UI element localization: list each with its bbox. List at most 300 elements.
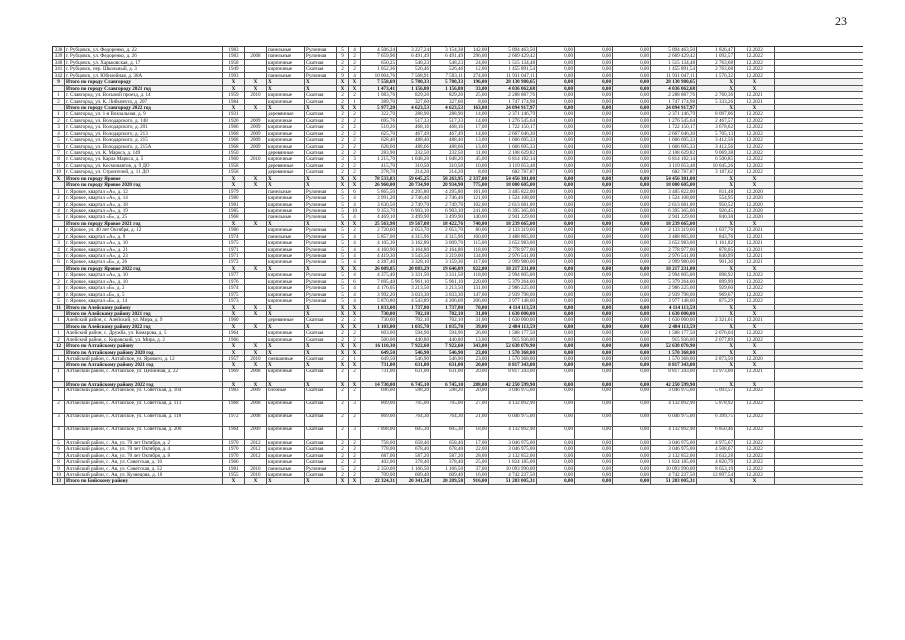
cell-en: 1: [349, 356, 361, 361]
cell-s1: 18 000 605,00: [489, 182, 537, 187]
cell-a2: 598,20: [397, 388, 431, 400]
cell-a2: 467,49: [397, 131, 431, 136]
cell-en: 2: [349, 53, 361, 58]
cell-s5: 3 119 053,48: [651, 163, 697, 168]
cell-fl: 5: [337, 253, 349, 258]
cell-d: X: [735, 311, 775, 316]
cell-y2: [245, 234, 267, 239]
cell-s3: 0,00: [575, 350, 613, 355]
cell-roof: Скатная: [305, 137, 337, 142]
cell-roof: X: [305, 382, 337, 387]
cell-d: 12.2022: [735, 427, 775, 439]
cell-a3: 702,10: [431, 311, 465, 316]
cell-fl: X: [337, 221, 349, 226]
cell-y1: 1972: [223, 259, 245, 264]
cell-en: 4: [349, 202, 361, 207]
cell-y1: 1958: [223, 163, 245, 168]
cell-y2: X: [245, 176, 267, 181]
cell-addr: г. Славгород, ул. К. Маркса, д. 149: [65, 150, 223, 155]
cell-s4: 0,00: [613, 446, 651, 451]
cell-s4: 0,00: [613, 214, 651, 219]
cell-a1: 628,60: [361, 144, 397, 149]
cell-s6: 840,38: [697, 214, 735, 219]
cell-s1: 51 283 005,31: [489, 478, 537, 483]
cell-en: 2: [349, 337, 361, 342]
cell-a1: 1 833,00: [361, 305, 397, 310]
cell-y2: [245, 292, 267, 297]
cell-y1: 1983: [223, 53, 245, 58]
cell-a2: 440,80: [397, 337, 431, 342]
cell-s3: 0,00: [575, 317, 613, 322]
cell-roof: X: [305, 221, 337, 226]
cell-y1: X: [223, 324, 245, 329]
cell-s4: 0,00: [613, 111, 651, 116]
cell-en: X: [349, 478, 361, 483]
cell-s3: 0,00: [575, 111, 613, 116]
cell-y2: 2010: [245, 356, 267, 361]
cell-s4: 0,00: [613, 221, 651, 226]
cell-p: 17,00: [465, 440, 489, 445]
cell-s2: 0,00: [537, 369, 575, 381]
cell-s5: 2 484 113,59: [651, 324, 697, 329]
cell-s2: 0,00: [537, 472, 575, 477]
cell-s2: 0,00: [537, 182, 575, 187]
cell-a2: 4 295,80: [397, 189, 431, 194]
cell-s2: 0,00: [537, 247, 575, 252]
cell-y1: X: [223, 86, 245, 91]
cell-addr: Алтайский район, с. Ая, ул. Советская, д. 52: [65, 466, 223, 471]
cell-a2: 378,40: [397, 459, 431, 464]
cell-a2: 3 033,30: [397, 292, 431, 297]
cell-s2: 0,00: [537, 105, 575, 110]
cell-a3: 2 053,70: [431, 227, 465, 232]
cell-a3: 526,46: [431, 66, 465, 71]
cell-a3: 3 331,50: [431, 272, 465, 277]
cell-s5: 24 094 917,97: [651, 105, 697, 110]
cell-roof: Скатная: [305, 150, 337, 155]
cell-y1: 1984: [223, 99, 245, 104]
cell-addr: г. Рубцовск, ул. Федоренко, д. 26: [65, 53, 223, 58]
cell-s4: 0,00: [613, 324, 651, 329]
cell-s4: 0,00: [613, 317, 651, 322]
cell-addr: Алтайский район, с. Алтайское, ул. Ярового, д. 12: [65, 356, 223, 361]
cell-s5: 3 046 975,00: [651, 440, 697, 445]
cell-a1: 731,00: [361, 362, 397, 367]
cell-s3: 0,00: [575, 298, 613, 303]
cell-p: 8,00: [465, 99, 489, 104]
cell-wall: кирпичные: [267, 253, 305, 258]
cell-fl: 9: [337, 73, 349, 78]
cell-addr: г. Яровое, квартал «А», д. 23: [65, 253, 223, 258]
cell-fl: 2: [337, 163, 349, 168]
cell-a1: 625,70: [361, 131, 397, 136]
cell-s1: 2 941 229,00: [489, 214, 537, 219]
cell-a1: 1 083,76: [361, 92, 397, 97]
cell-s3: 0,00: [575, 362, 613, 367]
cell-s1: 2 994 805,00: [489, 272, 537, 277]
cell-a1: 415,70: [361, 163, 397, 168]
cell-roof: X: [305, 176, 337, 181]
cell-n: 5: [53, 298, 65, 303]
cell-fl: X: [337, 305, 349, 310]
cell-a2: 1 035,70: [397, 324, 431, 329]
cell-wall: кирпичные: [267, 131, 305, 136]
cell-y1: 1955: [223, 472, 245, 477]
cell-s5: 3 046 975,00: [651, 388, 697, 400]
cell-a1: 9 353,70: [361, 208, 397, 213]
cell-s2: 0,00: [537, 131, 575, 136]
cell-en: 2: [349, 111, 361, 116]
cell-s1: 5 894 463,50: [489, 47, 537, 52]
cell-s3: 0,00: [575, 337, 613, 342]
cell-s2: 0,00: [537, 382, 575, 387]
cell-s2: 0,00: [537, 356, 575, 361]
cell-s5: 8 817 343,00: [651, 362, 697, 367]
cell-p: 31,00: [465, 317, 489, 322]
cell-s2: 0,00: [537, 279, 575, 284]
cell-en: 4: [349, 234, 361, 239]
cell-roof: X: [305, 86, 337, 91]
cell-n: 2: [53, 195, 65, 200]
cell-s5: 28 130 980,65: [651, 79, 697, 84]
cell-fl: 2: [337, 453, 349, 458]
cell-a1: 731,00: [361, 369, 397, 381]
cell-wall: X: [267, 182, 305, 187]
cell-p: 28,00: [465, 453, 489, 458]
cell-roof: Рулонная: [305, 53, 337, 58]
cell-addr: Итого по Алейскому району 2021 год: [65, 311, 223, 316]
cell-s3: 0,00: [575, 259, 613, 264]
cell-en: X: [349, 343, 361, 348]
cell-s4: 0,00: [613, 478, 651, 483]
cell-a2: 6 745,10: [397, 382, 431, 387]
cell-fl: 2: [337, 446, 349, 451]
cell-s1: 1 824 185,00: [489, 459, 537, 464]
cell-s2: 0,00: [537, 66, 575, 71]
cell-a1: 278,70: [361, 169, 397, 174]
cell-p: 118,00: [465, 247, 489, 252]
cell-a2: 702,10: [397, 311, 431, 316]
cell-a2: 3 543,50: [397, 253, 431, 258]
cell-s6: 878,05: [697, 247, 735, 252]
cell-n: 2: [53, 99, 65, 104]
cell-p: 25,00: [465, 92, 489, 97]
cell-a2: 548,23: [397, 60, 431, 65]
cell-s4: 0,00: [613, 279, 651, 284]
cell-d: X: [735, 86, 775, 91]
cell-a3: 4 623,53: [431, 105, 465, 110]
cell-y1: 1972: [223, 414, 245, 426]
cell-en: 2: [349, 137, 361, 142]
cell-s2: 0,00: [537, 86, 575, 91]
cell-d: 12.2021: [735, 259, 775, 264]
cell-d: 12.2022: [735, 292, 775, 297]
cell-y2: X: [245, 79, 267, 84]
cell-en: 2: [349, 414, 361, 426]
cell-p: 121,00: [465, 195, 489, 200]
cell-a2: 7 568,91: [397, 73, 431, 78]
cell-a3: 7 922,60: [431, 343, 465, 348]
cell-en: 2: [349, 317, 361, 322]
cell-wall: кирпичные: [267, 427, 305, 439]
cell-p: 916,00: [465, 478, 489, 483]
cell-s2: 0,00: [537, 73, 575, 78]
cell-n: 3: [53, 285, 65, 290]
cell-y1: 1975: [223, 240, 245, 245]
cell-en: 2: [349, 388, 361, 400]
cell-s5: 2 288 887,76: [651, 92, 697, 97]
cell-wall: кирпичные: [267, 247, 305, 252]
cell-fl: X: [337, 343, 349, 348]
cell-a2: 214,20: [397, 169, 431, 174]
cell-s6: 2 321,61: [697, 317, 735, 322]
cell-a2: 232,50: [397, 150, 431, 155]
cell-addr: г. Славгород, ул. Космонавтов, д. 9 ДО: [65, 163, 223, 168]
cell-y1: 1970: [223, 446, 245, 451]
cell-s4: 0,00: [613, 382, 651, 387]
cell-wall: X: [267, 311, 305, 316]
cell-s4: 0,00: [613, 99, 651, 104]
cell-a3: 467,49: [431, 131, 465, 136]
cell-roof: Рулонная: [305, 227, 337, 232]
cell-d: 12.2022: [735, 156, 775, 161]
cell-y2: [245, 99, 267, 104]
cell-a3: 440,80: [431, 337, 465, 342]
cell-y1: 1931: [223, 111, 245, 116]
cell-fl: 5: [337, 195, 349, 200]
cell-a3: 214,20: [431, 169, 465, 174]
cell-addr: Алтайский район, с. Алтайское, ул. Целинная, д. 22: [65, 369, 223, 381]
cell-wall: кирпичные: [267, 369, 305, 381]
cell-s6: X: [697, 350, 735, 355]
cell-s2: 0,00: [537, 466, 575, 471]
cell-a3: 764,30: [431, 414, 465, 426]
cell-addr: г. Яровое, квартал «Б», д. 14: [65, 298, 223, 303]
cell-s2: 0,00: [537, 253, 575, 258]
cell-a3: 705,00: [431, 401, 465, 413]
cell-a2: 20 341,58: [397, 478, 431, 483]
cell-a3: 1 166,50: [431, 466, 465, 471]
cell-y1: 1968: [223, 401, 245, 413]
cell-y1: 1983: [223, 47, 245, 52]
cell-s6: 3 412,56: [697, 137, 735, 142]
cell-s3: 0,00: [575, 388, 613, 400]
cell-wall: кирпичные: [267, 453, 305, 458]
cell-y2: [245, 169, 267, 174]
cell-p: 134,00: [465, 253, 489, 258]
cell-a1: 7 695,40: [361, 279, 397, 284]
cell-roof: X: [305, 343, 337, 348]
cell-n: 338: [53, 47, 65, 52]
cell-addr: Алейский район, с. Алейский, ул. Мира, д. 9: [65, 317, 223, 322]
cell-a2: 678,40: [397, 446, 431, 451]
cell-s5: 4 132 892,90: [651, 401, 697, 413]
cell-addr: Алтайский район, с. Ая, ул. 70 лет Октября, д. 8: [65, 453, 223, 458]
cell-y2: [245, 202, 267, 207]
cell-p: 220,00: [465, 279, 489, 284]
cell-en: 2: [349, 227, 361, 232]
cell-s6: 969,67: [697, 292, 735, 297]
cell-a2: 4 623,53: [397, 105, 431, 110]
cell-en: X: [349, 266, 361, 271]
cell-a3: 232,50: [431, 150, 465, 155]
cell-s1: 3 652 983,00: [489, 240, 537, 245]
cell-d: 12.2022: [735, 131, 775, 136]
cell-y1: 1981: [223, 466, 245, 471]
cell-a3: 658,40: [431, 440, 465, 445]
cell-s6: X: [697, 86, 735, 91]
cell-s1: 1 630 000,00: [489, 317, 537, 322]
cell-fl: 2: [337, 388, 349, 400]
cell-a1: 4 375,40: [361, 272, 397, 277]
cell-s1: 1 515 134,48: [489, 60, 537, 65]
cell-wall: кирпичные: [267, 459, 305, 464]
cell-s5: 2 108 629,82: [651, 150, 697, 155]
cell-s6: X: [697, 266, 735, 271]
cell-roof: Рулонная: [305, 202, 337, 207]
cell-y1: X: [223, 382, 245, 387]
cell-wall: кирпичные: [267, 446, 305, 451]
cell-s5: 1 666 695,33: [651, 144, 697, 149]
cell-y2: [245, 208, 267, 213]
cell-s1: 2 133 319,00: [489, 227, 537, 232]
cell-s5: 51 283 005,31: [651, 478, 697, 483]
cell-s3: 0,00: [575, 66, 613, 71]
cell-p: 14,00: [465, 111, 489, 116]
cell-fl: 2: [337, 124, 349, 129]
cell-roof: Скатная: [305, 388, 337, 400]
cell-a1: 10 004,76: [361, 73, 397, 78]
cell-s3: 0,00: [575, 221, 613, 226]
cell-y1: X: [223, 311, 245, 316]
cell-s5: 2 667 046,30: [651, 131, 697, 136]
cell-a1: 696,00: [361, 388, 397, 400]
cell-s2: 0,00: [537, 240, 575, 245]
cell-a3: 20 934,90: [431, 182, 465, 187]
cell-s6: X: [697, 221, 735, 226]
cell-en: 4: [349, 298, 361, 303]
cell-p: 274,00: [465, 73, 489, 78]
cell-s4: 0,00: [613, 350, 651, 355]
cell-fl: 2: [337, 66, 349, 71]
cell-y1: 1974: [223, 234, 245, 239]
cell-roof: Скатная: [305, 144, 337, 149]
cell-wall: деревянные: [267, 317, 305, 322]
cell-a3: 1 035,70: [431, 324, 465, 329]
cell-s5: 3 977 148,00: [651, 298, 697, 303]
cell-y1: 1970: [223, 453, 245, 458]
cell-s2: 0,00: [537, 317, 575, 322]
cell-en: 3: [349, 427, 361, 439]
cell-s3: 0,00: [575, 305, 613, 310]
cell-s2: 0,00: [537, 234, 575, 239]
cell-y1: X: [223, 343, 245, 348]
cell-a2: 4 543,89: [397, 298, 431, 303]
cell-a2: 605,30: [397, 427, 431, 439]
cell-s6: 554,95: [697, 195, 735, 200]
cell-s1: 42 250 599,90: [489, 382, 537, 387]
cell-wall: кирпичные: [267, 60, 305, 65]
cell-s4: 0,00: [613, 298, 651, 303]
cell-d: 12.2022: [735, 453, 775, 458]
cell-y1: X: [223, 182, 245, 187]
cell-y1: 1971: [223, 247, 245, 252]
cell-a2: 705,00: [397, 401, 431, 413]
cell-en: 4: [349, 214, 361, 219]
cell-s1: 4 114 113,59: [489, 305, 537, 310]
cell-fl: 2: [337, 356, 349, 361]
cell-s3: 0,00: [575, 182, 613, 187]
cell-p: 23,00: [465, 350, 489, 355]
cell-a1: 402,00: [361, 459, 397, 464]
cell-s6: 2 077,89: [697, 337, 735, 342]
cell-s1: 18 239 665,00: [489, 221, 537, 226]
cell-wall: панельные: [267, 214, 305, 219]
cell-s4: 0,00: [613, 92, 651, 97]
cell-a1: 26 009,85: [361, 266, 397, 271]
cell-s2: 0,00: [537, 401, 575, 413]
cell-a1: 510,26: [361, 124, 397, 129]
cell-p: 241,00: [465, 208, 489, 213]
cell-y2: 2010: [245, 156, 267, 161]
cell-n: 1: [53, 330, 65, 335]
cell-s1: 2 669 429,42: [489, 53, 537, 58]
cell-s1: 1 570 368,00: [489, 356, 537, 361]
cell-n: 5: [53, 253, 65, 258]
cell-s3: 0,00: [575, 156, 613, 161]
cell-s3: 0,00: [575, 279, 613, 284]
cell-addr: Итого по Алтайскому району 2020 год: [65, 350, 223, 355]
cell-wall: панельные: [267, 53, 305, 58]
cell-a1: 628,40: [361, 137, 397, 142]
cell-a1: 26 960,00: [361, 182, 397, 187]
cell-s4: 0,00: [613, 227, 651, 232]
cell-s2: 0,00: [537, 440, 575, 445]
cell-y2: 2008: [245, 53, 267, 58]
cell-n: 342: [53, 73, 65, 78]
cell-s2: 0,00: [537, 176, 575, 181]
cell-a3: 546,90: [431, 350, 465, 355]
cell-y2: [245, 73, 267, 78]
cell-s6: 5 878,92: [697, 401, 735, 413]
cell-y2: [245, 60, 267, 65]
cell-wall: кирпичные: [267, 285, 305, 290]
cell-en: 2: [349, 163, 361, 168]
cell-a1: 5 870,80: [361, 298, 397, 303]
cell-s3: 0,00: [575, 227, 613, 232]
cell-s1: 1 588 177,50: [489, 330, 537, 335]
cell-a1: 3 992,20: [361, 292, 397, 297]
cell-n: 8: [53, 156, 65, 161]
cell-s1: 3 046 975,00: [489, 446, 537, 451]
cell-y1: X: [223, 305, 245, 310]
cell-addr: г. Рубцовск, ул. Федоренко, д. 22: [65, 47, 223, 52]
cell-s2: 0,00: [537, 259, 575, 264]
cell-s1: 682 787,87: [489, 169, 537, 174]
cell-s4: 0,00: [613, 253, 651, 258]
cell-p: 18,00: [465, 427, 489, 439]
cell-d: X: [735, 305, 775, 310]
cell-wall: X: [267, 305, 305, 310]
cell-p: 14,00: [465, 131, 489, 136]
cell-n: 1: [53, 369, 65, 381]
cell-s3: 0,00: [575, 73, 613, 78]
cell-s4: 0,00: [613, 414, 651, 426]
cell-a2: 3 499,90: [397, 214, 431, 219]
cell-a3: 7 593,11: [431, 73, 465, 78]
cell-d: 12.2021: [735, 234, 775, 239]
cell-s3: 0,00: [575, 466, 613, 471]
